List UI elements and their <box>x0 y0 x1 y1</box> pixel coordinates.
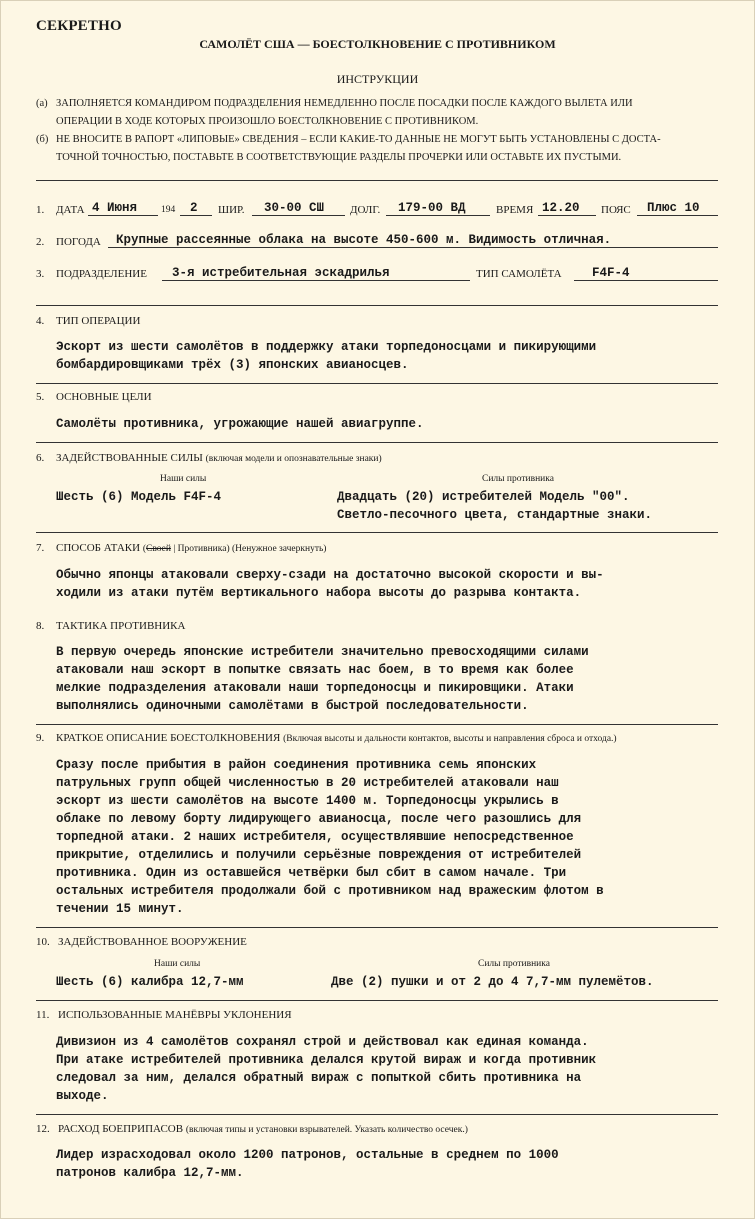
year-field[interactable] <box>180 199 212 216</box>
enemy-tactics-line: атаковали наш эскорт в попытке связать нас боем, в то время как более <box>56 663 574 677</box>
section-4-number: 4. <box>36 315 45 327</box>
section-11-number: 11. <box>36 1009 50 1021</box>
attack-method-label-text: СПОСОБ АТАКИ <box>56 542 141 554</box>
instruction-b-mark: (б) <box>36 134 49 145</box>
paren-open: ( <box>142 544 147 554</box>
ammo-usage-note: (включая типы и установки взрывателей. Указать количество осечек.) <box>185 1125 468 1135</box>
attack-method-note: (Ненужное зачеркнуть) <box>231 544 327 554</box>
struck-option: Своей <box>146 544 171 554</box>
evasive-maneuvers-line: следовал за ним, делался обратный вираж с попыткой сбить противника на <box>56 1071 582 1085</box>
attack-method-line: ходили из атаки путём вертикального набора высоты до разрыва контакта. <box>56 586 582 600</box>
ammo-usage-label-text: РАСХОД БОЕПРИПАСОВ <box>58 1123 184 1135</box>
time-value: 12.20 <box>542 201 580 215</box>
enemy-forces-heading: Силы противника <box>482 474 554 484</box>
form-title: САМОЛЁТ США — БОЕСТОЛКНОВЕНИЕ С ПРОТИВНИКОМ <box>199 37 556 51</box>
aircraft-type-label: ТИП САМОЛЁТА <box>476 268 562 280</box>
enemy-forces-line: Двадцать (20) истребителей Модель "00". <box>337 490 630 504</box>
evasive-maneuvers-line: Дивизион из 4 самолётов сохранял строй и действовал как единая команда. <box>56 1035 589 1049</box>
enemy-tactics-label: ТАКТИКА ПРОТИВНИКА <box>56 620 186 632</box>
time-field[interactable] <box>538 199 596 216</box>
unit-label: ПОДРАЗДЕЛЕНИЕ <box>56 268 147 280</box>
instruction-a-line2: ОПЕРАЦИИ В ХОДЕ КОТОРЫХ ПРОИЗОШЛО БОЕСТОЛКНОВЕНИЕ С ПРОТИВНИКОМ. <box>56 116 479 127</box>
engagement-summary-line: остальных истребителя продолжали бой с противником над вражеским флотом в <box>56 884 604 898</box>
divider <box>36 305 718 306</box>
engagement-summary-line: прикрытие, отделились и получили серьёзные повреждения от истребителей <box>56 848 582 862</box>
instruction-b-line1: НЕ ВНОСИТЕ В РАПОРТ «ЛИПОВЫЕ» СВЕДЕНИЯ – ЕСЛИ КАКИЕ-ТО ДАННЫЕ НЕ МОГУТ БЫТЬ УСТАНОВЛЕНЫ С ДОСТА- <box>56 134 661 145</box>
section-7-number: 7. <box>36 542 45 554</box>
latitude-value: 30-00 СШ <box>264 201 325 215</box>
year-value: 2 <box>190 201 198 215</box>
our-armament-heading: Наши силы <box>154 959 201 969</box>
our-forces-heading: Наши силы <box>160 474 207 484</box>
date-value: 4 Июня <box>92 201 138 215</box>
section-12-number: 12. <box>36 1123 50 1135</box>
section-9-number: 9. <box>36 732 45 744</box>
engagement-summary-line: Сразу после прибытия в район соединения противника семь японских <box>56 758 537 772</box>
divider <box>36 532 718 533</box>
engagement-summary-line: торпедной атаки. 2 наших истребителя, осуществлявшие непосредственное <box>56 830 574 844</box>
engagement-summary-line: течении 15 минут. <box>56 902 184 916</box>
ammo-usage-label <box>58 1123 468 1135</box>
enemy-armament-heading: Силы противника <box>478 959 550 969</box>
section-10-number: 10. <box>36 936 50 948</box>
section-2-number: 2. <box>36 236 45 248</box>
option-separator: | <box>170 544 178 554</box>
aircraft-type-value: F4F-4 <box>592 266 630 280</box>
weather-field[interactable] <box>108 231 718 248</box>
engagement-summary-line: противника. Один из оставшейся четвёрки был сбит в самом начале. Три <box>56 866 567 880</box>
zone-field[interactable] <box>637 199 718 216</box>
enemy-armament-value: Две (2) пушки и от 2 до 4 7,7-мм пулемётов. <box>331 975 654 989</box>
aircraft-type-field[interactable] <box>574 264 718 281</box>
divider <box>36 180 718 181</box>
forces-label-text: ЗАДЕЙСТВОВАННЫЕ СИЛЫ <box>56 452 203 464</box>
time-label: ВРЕМЯ <box>496 204 534 216</box>
divider <box>36 1114 718 1115</box>
section-8-number: 8. <box>36 620 45 632</box>
paren-close: ) <box>226 544 230 554</box>
enemy-forces-line: Светло-песочного цвета, стандартные знаки. <box>337 508 653 522</box>
unit-field[interactable] <box>162 264 470 281</box>
ammo-usage-line: патронов калибра 12,7-мм. <box>56 1166 244 1180</box>
zone-label: ПОЯС <box>601 204 631 216</box>
date-field[interactable] <box>88 199 158 216</box>
evasive-maneuvers-label: ИСПОЛЬЗОВАННЫЕ МАНЁВРЫ УКЛОНЕНИЯ <box>58 1009 292 1021</box>
instruction-a-line1: ЗАПОЛНЯЕТСЯ КОМАНДИРОМ ПОДРАЗДЕЛЕНИЯ НЕМЕДЛЕННО ПОСЛЕ ПОСАДКИ ПОСЛЕ КАЖДОГО ВЫЛЕТА ИЛИ <box>56 98 633 109</box>
evasive-maneuvers-line: выходе. <box>56 1089 109 1103</box>
engagement-summary-label <box>56 732 617 744</box>
enemy-tactics-line: В первую очередь японские истребители значительно превосходящими силами <box>56 645 589 659</box>
year-prefix: 194 <box>161 205 176 215</box>
evasive-maneuvers-line: При атаке истребителей противника делался крутой вираж и когда противник <box>56 1053 597 1067</box>
longitude-label: ДОЛГ. <box>350 204 381 216</box>
date-label: ДАТА <box>56 204 85 216</box>
classification-label: СЕКРЕТНО <box>36 18 122 34</box>
engagement-summary-line: эскорт из шести самолётов на высоте 1400 м. Торпедоносцы укрылись в <box>56 794 559 808</box>
divider <box>36 1000 718 1001</box>
longitude-field[interactable] <box>386 199 490 216</box>
instruction-a-mark: (а) <box>36 98 48 109</box>
divider <box>36 383 718 384</box>
zone-value: Плюс 10 <box>647 201 700 215</box>
engagement-summary-label-text: КРАТКОЕ ОПИСАНИЕ БОЕСТОЛКНОВЕНИЯ <box>56 732 281 744</box>
engagement-summary-line: облаке по левому борту лидирующего авианосца, после чего разошлись для <box>56 812 582 826</box>
forces-label <box>56 452 382 464</box>
instructions-heading: ИНСТРУКЦИИ <box>336 72 419 86</box>
forces-note: (включая модели и опознавательные знаки) <box>205 454 382 464</box>
divider <box>36 442 718 443</box>
engagement-summary-line: патрульных групп общей численностью в 20 истребителей атаковали наш <box>56 776 559 790</box>
divider <box>36 927 718 928</box>
our-forces-value: Шесть (6) Модель F4F-4 <box>56 490 222 504</box>
unit-value: 3-я истребительная эскадрилья <box>172 266 390 280</box>
weather-value: Крупные рассеянные облака на высоте 450-600 м. Видимость отличная. <box>116 233 612 247</box>
operation-type-line: Эскорт из шести самолётов в поддержку атаки торпедоносцами и пикирующими <box>56 340 597 354</box>
latitude-field[interactable] <box>252 199 345 216</box>
operation-type-label: ТИП ОПЕРАЦИИ <box>56 315 141 327</box>
instruction-b-line2: ТОЧНОЙ ТОЧНОСТЬЮ, ПОСТАВЬТЕ В СООТВЕТСТВУЮЩИЕ РАЗДЕЛЫ ПРОЧЕРКИ ИЛИ ОСТАВЬТЕ ИХ ПУСТЫМИ. <box>56 152 622 163</box>
section-3-number: 3. <box>36 268 45 280</box>
main-targets-line: Самолёты противника, угрожающие нашей авиагруппе. <box>56 417 424 431</box>
engagement-summary-note: (Включая высоты и дальности контактов, высоты и направления сброса и отхода.) <box>283 734 617 744</box>
weather-label: ПОГОДА <box>56 236 101 248</box>
kept-option: Противника <box>177 544 227 554</box>
operation-type-line: бомбардировщиками трёх (3) японских авианосцев. <box>56 358 409 372</box>
divider <box>36 724 718 725</box>
section-5-number: 5. <box>36 391 45 403</box>
latitude-label: ШИР. <box>218 204 245 216</box>
attack-method-label <box>56 542 326 554</box>
attack-method-line: Обычно японцы атаковали сверху-сзади на достаточно высокой скорости и вы- <box>56 568 604 582</box>
ammo-usage-line: Лидер израсходовал около 1200 патронов, остальные в среднем по 1000 <box>56 1148 559 1162</box>
enemy-tactics-line: выполнялись одиночными самолётами в быстрой последовательности. <box>56 699 529 713</box>
section-6-number: 6. <box>36 452 45 464</box>
armament-label: ЗАДЕЙСТВОВАННОЕ ВООРУЖЕНИЕ <box>58 936 247 948</box>
section-1-number: 1. <box>36 204 45 216</box>
main-targets-label: ОСНОВНЫЕ ЦЕЛИ <box>56 391 152 403</box>
longitude-value: 179-00 ВД <box>398 201 466 215</box>
enemy-tactics-line: мелкие подразделения атаковали наши торпедоносцы и пикировщики. Атаки <box>56 681 574 695</box>
our-armament-value: Шесть (6) калибра 12,7-мм <box>56 975 244 989</box>
